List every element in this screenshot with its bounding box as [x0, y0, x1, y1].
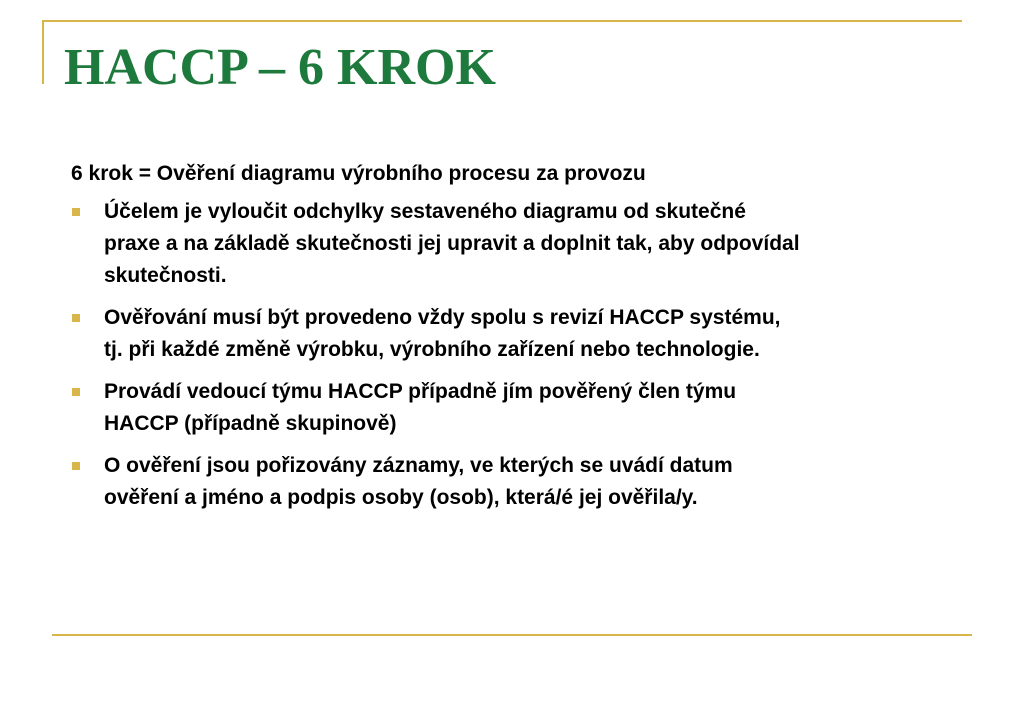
- bullet-item: [71, 196, 991, 292]
- bullet-text-line: tj. při každé změně výrobku, výrobního zařízení nebo technologie.: [104, 338, 760, 361]
- top-divider-line: [42, 20, 962, 22]
- bullet-text-line: O ověření jsou pořizovány záznamy, ve kterých se uvádí datum: [104, 454, 733, 477]
- slide-subtitle: 6 krok = Ověření diagramu výrobního procesu za provozu: [71, 162, 646, 185]
- title-left-accent-line: [42, 20, 44, 84]
- square-bullet-icon: [72, 462, 80, 470]
- slide-title: HACCP – 6 KROK: [64, 39, 496, 96]
- bullet-item: [71, 376, 991, 440]
- bullet-list: [71, 196, 991, 514]
- bullet-text-line: Ověřování musí být provedeno vždy spolu s revizí HACCP systému,: [104, 306, 781, 329]
- square-bullet-icon: [72, 208, 80, 216]
- bullet-text-line: ověření a jméno a podpis osoby (osob), která/é jej ověřila/y.: [104, 486, 698, 509]
- bullet-text-line: HACCP (případně skupinově): [104, 412, 397, 435]
- bullet-text-line: Účelem je vyloučit odchylky sestaveného diagramu od skutečné: [104, 200, 746, 223]
- bullet-text-line: skutečnosti.: [104, 264, 227, 287]
- square-bullet-icon: [72, 314, 80, 322]
- slide-body: [71, 158, 991, 524]
- bullet-text-line: praxe a na základě skutečnosti jej upravit a doplnit tak, aby odpovídal: [104, 232, 800, 255]
- bottom-divider-line: [52, 634, 972, 636]
- square-bullet-icon: [72, 388, 80, 396]
- bullet-item: [71, 450, 991, 514]
- bullet-text-line: Provádí vedoucí týmu HACCP případně jím pověřený člen týmu: [104, 380, 737, 403]
- bullet-item: [71, 302, 991, 366]
